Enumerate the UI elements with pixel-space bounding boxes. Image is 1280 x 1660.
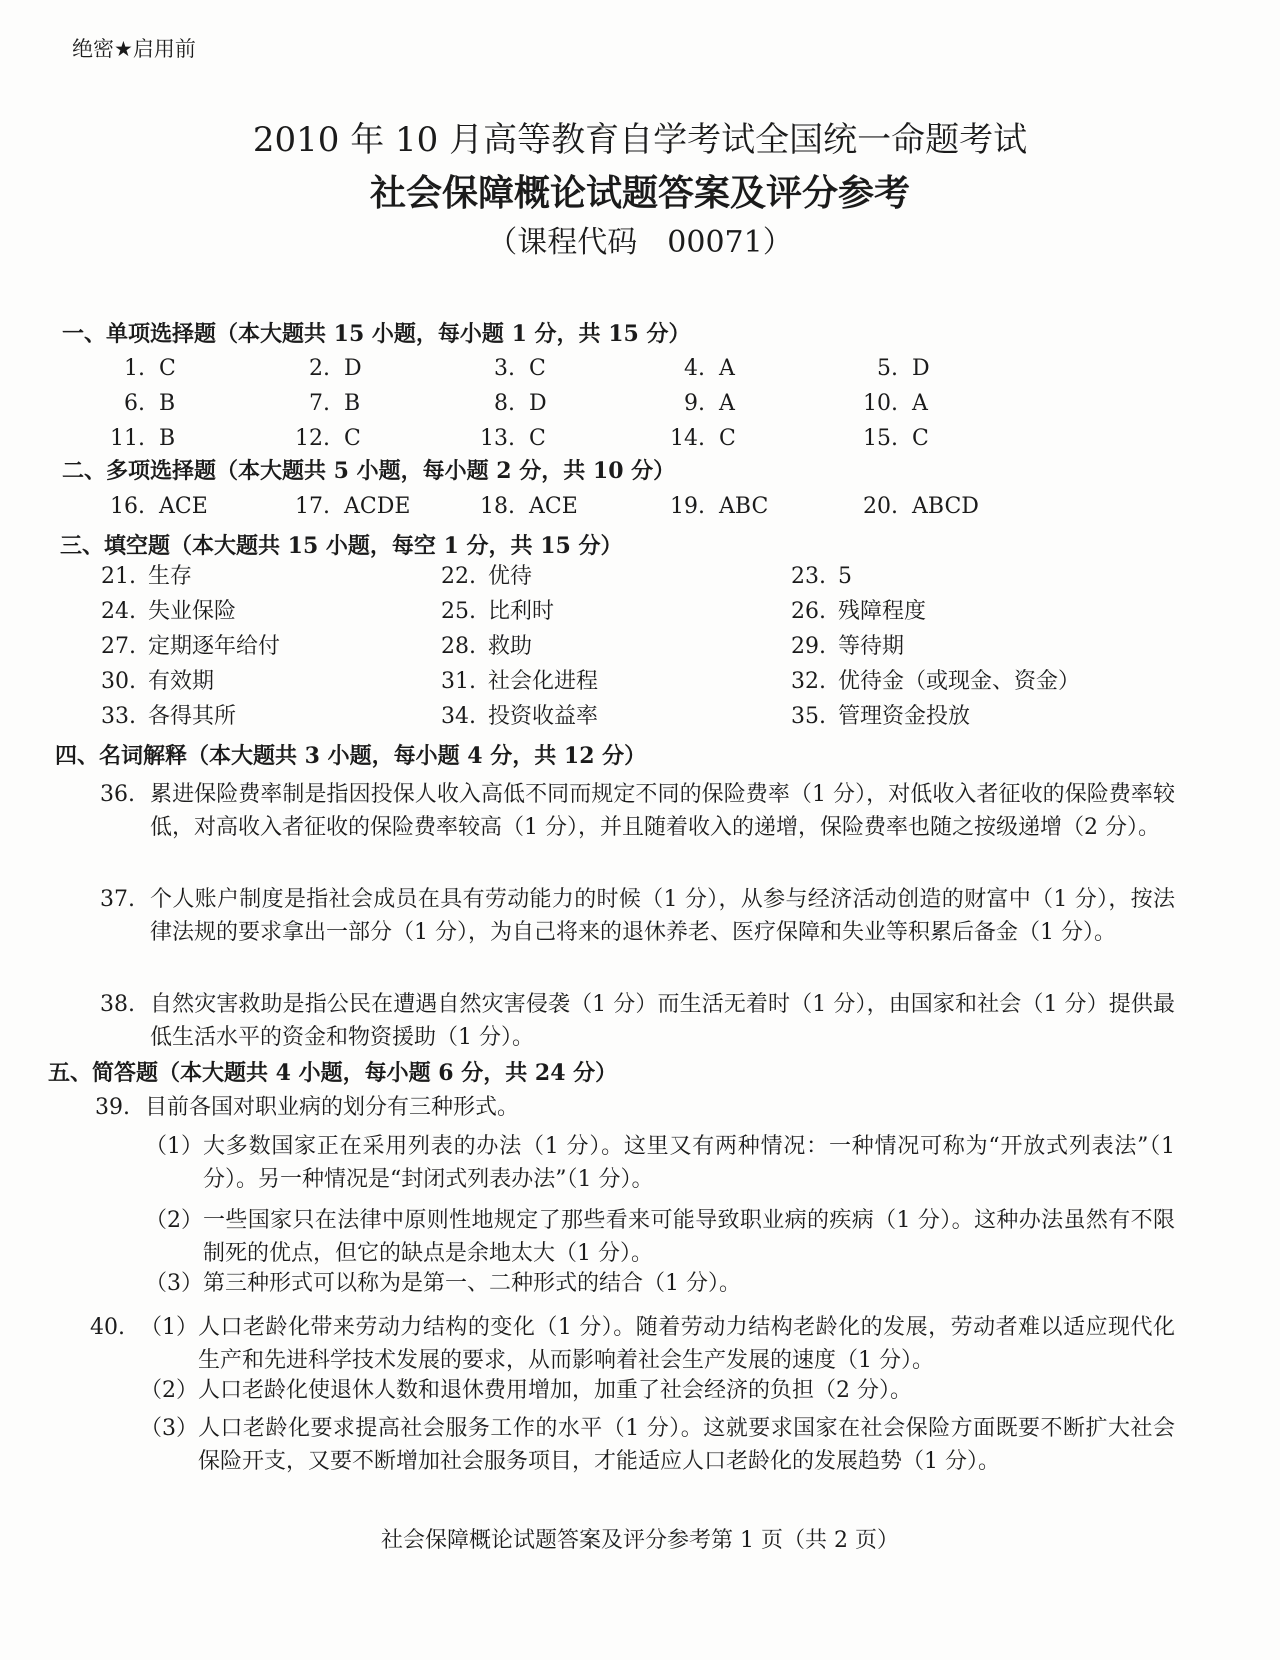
answer-value: D (529, 391, 547, 416)
question-number: 26. (791, 599, 826, 624)
question-number: 32. (791, 669, 826, 694)
answer-cell (88, 700, 236, 733)
sub-answer-text: 一些国家只在法律中原则性地规定了那些看来可能导致职业病的疾病（1 分）。这种办法虽然有不限制死的优点，但它的缺点是余地太大（1 分）。 (203, 1208, 1175, 1266)
answer-value: 残障程度 (838, 599, 927, 624)
answer-cell (428, 665, 598, 698)
question-number: 29. (791, 634, 826, 659)
question-number: 15. (863, 426, 898, 451)
section-heading-definitions: 四、名词解释（本大题共 3 小题，每小题 4 分，共 12 分） (55, 743, 647, 769)
question-number: 18. (480, 494, 515, 519)
answer-cell (428, 630, 532, 663)
sub-item-label: （2） (140, 1378, 198, 1403)
sub-item-label: （2） (145, 1208, 203, 1233)
answer-cell (778, 665, 1080, 698)
answer-value: 5 (838, 564, 852, 589)
question-number: 39. (95, 1095, 130, 1120)
page-footer: 社会保障概论试题答案及评分参考第 1 页（共 2 页） (381, 1528, 899, 1553)
answer-value: ACE (529, 494, 578, 519)
sub-answer-item (140, 1311, 1175, 1377)
answer-value: D (912, 356, 930, 381)
sub-answer-text: 大多数国家正在采用列表的办法（1 分）。这里又有两种情况：一种情况可称为“开放式列表法”（1 分）。另一种情况是“封闭式列表办法”（1 分）。 (203, 1134, 1175, 1192)
answer-value: C (159, 356, 176, 381)
answer-value: ACE (159, 494, 208, 519)
answer-text: 目前各国对职业病的划分有三种形式。 (145, 1095, 520, 1120)
question-number: 7. (309, 391, 330, 416)
answer-row (0, 560, 1280, 593)
question-number: 34. (441, 704, 476, 729)
document-title: 社会保障概论试题答案及评分参考 (369, 172, 910, 214)
answer-value: 失业保险 (148, 599, 237, 624)
question-number: 2. (309, 356, 330, 381)
answer-value: A (719, 356, 735, 381)
answer-cell (778, 560, 852, 593)
answer-text: 累进保险费率制是指因投保人收入高低不同而规定不同的保险费率（1 分），对低收入者征收的保险费率较低，对高收入者征收的保险费率较高（1 分），并且随着收入的递增，保险费率也随之按级递增（2 分）。 (150, 782, 1175, 840)
question-number: 37. (100, 887, 135, 912)
sub-answer-item (140, 1412, 1175, 1478)
question-number: 22. (441, 564, 476, 589)
answer-value: C (912, 426, 929, 451)
answer-cell (280, 490, 410, 523)
answer-value: C (529, 356, 546, 381)
sub-answer-item (145, 1130, 1175, 1196)
answer-value: 生存 (148, 564, 193, 589)
answer-cell (848, 352, 930, 385)
answer-value: 优待 (488, 564, 533, 589)
question-number: 25. (441, 599, 476, 624)
answer-value: 救助 (488, 634, 533, 659)
answer-cell (428, 595, 554, 628)
question-number: 19. (670, 494, 705, 519)
answer-cell (88, 630, 280, 663)
answer-cell (778, 630, 904, 663)
answer-cell (280, 352, 362, 385)
answer-cell (88, 595, 236, 628)
answer-value: B (159, 426, 176, 451)
answer-value: A (719, 391, 735, 416)
answer-cell (655, 352, 735, 385)
answer-row (0, 595, 1280, 628)
answer-cell (465, 387, 547, 420)
question-number: 40. (90, 1315, 125, 1340)
sub-answer-item (145, 1267, 1175, 1300)
answer-cell (778, 700, 970, 733)
sub-item-label: （1） (140, 1315, 198, 1340)
question-number: 1. (124, 356, 145, 381)
answer-value: 优待金（或现金、资金） (838, 669, 1081, 694)
answer-value: B (159, 391, 176, 416)
answer-cell (280, 387, 360, 420)
answer-row (0, 387, 1280, 420)
answer-cell (428, 560, 532, 593)
answer-row (0, 490, 1280, 523)
sub-item-label: （3） (140, 1416, 198, 1441)
sub-answer-text: 人口老龄化带来劳动力结构的变化（1 分）。随着劳动力结构老龄化的发展，劳动者难以适应现代化生产和先进科学技术发展的要求，从而影响着社会生产发展的速度（1 分）。 (198, 1315, 1175, 1373)
short-answer-item (95, 1091, 1175, 1124)
question-number: 35. (791, 704, 826, 729)
answer-value: B (344, 391, 361, 416)
question-number: 3. (494, 356, 515, 381)
question-number: 6. (124, 391, 145, 416)
sub-answer-item (140, 1374, 1175, 1407)
answer-cell (848, 387, 928, 420)
answer-cell (95, 422, 175, 455)
definition-item (100, 778, 1175, 844)
answer-cell (95, 490, 208, 523)
answer-cell (655, 387, 735, 420)
answer-value: C (529, 426, 546, 451)
question-number: 17. (295, 494, 330, 519)
sub-item-label: （1） (145, 1134, 203, 1159)
definition-item (100, 988, 1175, 1054)
question-number: 5. (877, 356, 898, 381)
definition-item (100, 883, 1175, 949)
answer-row (0, 700, 1280, 733)
question-number: 11. (110, 426, 145, 451)
answer-value: ABCD (912, 494, 979, 519)
answer-cell (95, 387, 175, 420)
question-number: 14. (670, 426, 705, 451)
answer-row (0, 352, 1280, 385)
answer-cell (848, 422, 929, 455)
question-number: 13. (480, 426, 515, 451)
sub-answer-text: 人口老龄化使退休人数和退休费用增加，加重了社会经济的负担（2 分）。 (198, 1378, 912, 1403)
sub-answer-text: 人口老龄化要求提高社会服务工作的水平（1 分）。这就要求国家在社会保险方面既要不断扩大社会保险开支，又要不断增加社会服务项目，才能适应人口老龄化的发展趋势（1 分）。 (198, 1416, 1175, 1474)
question-number: 21. (101, 564, 136, 589)
answer-value: 定期逐年给付 (148, 634, 281, 659)
section-heading-multiple-choice: 二、多项选择题（本大题共 5 小题，每小题 2 分，共 10 分） (62, 458, 676, 484)
question-number: 33. (101, 704, 136, 729)
answer-value: 投资收益率 (488, 704, 599, 729)
answer-value: 等待期 (838, 634, 905, 659)
answer-cell (428, 700, 598, 733)
answer-cell (88, 665, 214, 698)
answer-cell (95, 352, 176, 385)
question-number: 9. (684, 391, 705, 416)
section-heading-short-answer: 五、简答题（本大题共 4 小题，每小题 6 分，共 24 分） (48, 1060, 618, 1086)
answer-cell (655, 490, 768, 523)
sub-answer-text: 第三种形式可以称为是第一、二种形式的结合（1 分）。 (203, 1271, 741, 1296)
answer-row (0, 630, 1280, 663)
exam-title: 2010 年 10 月高等教育自学考试全国统一命题考试 (252, 120, 1028, 160)
question-number: 4. (684, 356, 705, 381)
question-number: 28. (441, 634, 476, 659)
answer-value: ABC (719, 494, 769, 519)
answer-cell (848, 490, 979, 523)
answer-text: 个人账户制度是指社会成员在具有劳动能力的时候（1 分），从参与经济活动创造的财富中（1 分），按法律法规的要求拿出一部分（1 分），为自己将来的退休养老、医疗保障和失业等积累后备金（1 分）。 (150, 887, 1175, 945)
answer-value: A (912, 391, 928, 416)
question-number: 24. (101, 599, 136, 624)
question-number: 27. (101, 634, 136, 659)
answer-value: 有效期 (148, 669, 215, 694)
course-code: （课程代码 00071） (487, 225, 793, 260)
question-number: 30. (101, 669, 136, 694)
section-heading-single-choice: 一、单项选择题（本大题共 15 小题，每小题 1 分，共 15 分） (62, 321, 691, 347)
sub-answer-item (145, 1204, 1175, 1270)
answer-value: C (719, 426, 736, 451)
answer-cell (465, 352, 546, 385)
question-number: 38. (100, 992, 135, 1017)
answer-value: 管理资金投放 (838, 704, 971, 729)
question-number: 36. (100, 782, 135, 807)
answer-text: 自然灾害救助是指公民在遭遇自然灾害侵袭（1 分）而生活无着时（1 分），由国家和社会（1 分）提供最低生活水平的资金和物资援助（1 分）。 (150, 992, 1175, 1050)
answer-row (0, 665, 1280, 698)
answer-cell (280, 422, 361, 455)
question-number: 8. (494, 391, 515, 416)
answer-row (0, 422, 1280, 455)
answer-cell (465, 490, 578, 523)
question-number: 16. (110, 494, 145, 519)
answer-value: 比利时 (488, 599, 555, 624)
answer-value: ACDE (344, 494, 411, 519)
confidentiality-label: 绝密★启用前 (72, 37, 196, 61)
answer-cell (778, 595, 926, 628)
question-number: 20. (863, 494, 898, 519)
answer-value: 社会化进程 (488, 669, 599, 694)
section-heading-fill-blank: 三、填空题（本大题共 15 小题，每空 1 分，共 15 分） (60, 533, 623, 559)
sub-item-label: （3） (145, 1271, 203, 1296)
question-number: 10. (863, 391, 898, 416)
answer-cell (465, 422, 546, 455)
answer-value: D (344, 356, 362, 381)
answer-cell (88, 560, 192, 593)
question-number: 31. (441, 669, 476, 694)
answer-value: C (344, 426, 361, 451)
question-number: 23. (791, 564, 826, 589)
answer-cell (655, 422, 736, 455)
question-number: 12. (295, 426, 330, 451)
answer-value: 各得其所 (148, 704, 237, 729)
